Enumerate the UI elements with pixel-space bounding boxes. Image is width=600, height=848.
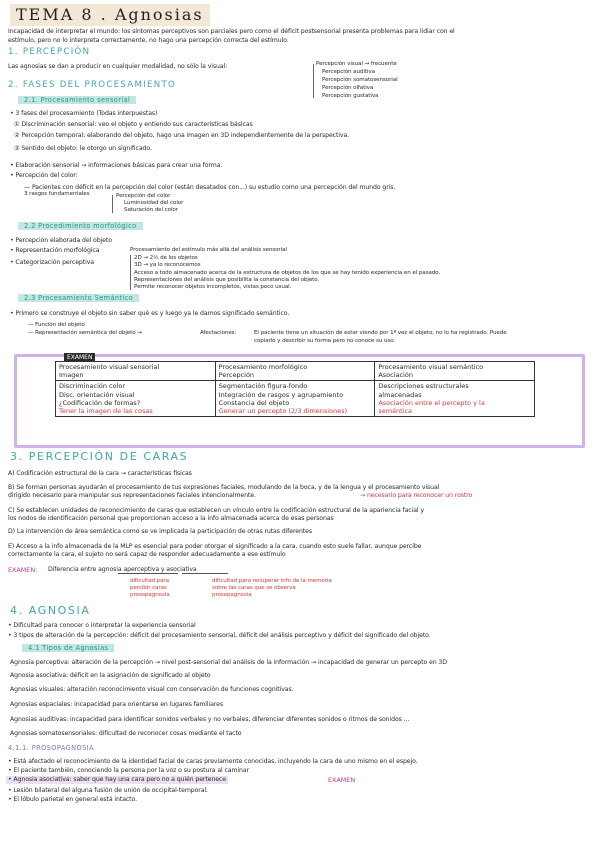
text-line: • Representación morfológica: [10, 247, 100, 254]
note-line: sobre las caras que se observa: [212, 585, 296, 591]
agnosia-type: Agnosia perceptiva: alteración de la percepción → nivel post-sensorial del análisis de la información → incapacidad de generar un percepto en 3D: [10, 659, 447, 666]
perception-type: Percepción auditiva: [322, 69, 375, 75]
intro-line-2: estímulo, pero no lo interpreta correctamente, no hago una percepción correcta del estímulo.: [8, 37, 289, 44]
header-sub: Asociación: [378, 371, 413, 380]
table-header-cell: [375, 362, 535, 381]
text-line: C) Se establecen unidades de reconocimiento de caras que establecen un vínculo entre la codificación estructural de la apariencia facial y: [8, 507, 424, 514]
section-4-heading: 4. AGNOSIA: [10, 604, 91, 617]
text-line: • Percepción del color:: [10, 172, 78, 179]
cell-text: Tener la imagen de las cosas: [59, 407, 153, 416]
perception-type: Percepción visual → frecuente: [316, 61, 397, 67]
text-line: • El lóbulo parietal en general está intacto.: [8, 796, 137, 803]
text-line: • 3 tipos de alteración de la percepción: déficit del procesamiento sensorial, déficit del análisis perceptivo y déficit del significado del objeto.: [8, 632, 431, 639]
color-trait: Percepción del color: [116, 193, 171, 199]
text-line: Afectaciones:: [200, 330, 237, 336]
cell-text: almacenadas: [378, 390, 422, 399]
text-line: B) Se forman personas ayudarán el procesamiento de tus expresiones faciales, modulando de la boca, y de la lengua y el procesamiento visual: [8, 484, 440, 491]
text-line: Diferencia entre agnosia aperceptiva y asociativa: [48, 566, 197, 573]
text-line: — Representación semántica del objeto →: [28, 330, 142, 336]
table-cell: [56, 381, 216, 417]
text-line: dirigido necesario para manipular sus representaciones faciales intencionalmente.: [8, 492, 256, 499]
text-line: ① Discriminación sensorial: veo el objeto y entiendo sus características básicas: [14, 121, 253, 128]
comparison-table: [55, 361, 535, 417]
agnosia-type: Agnosias auditivas: incapacidad para identificar sonidos verbales y no verbales, diferenciar diferentes sonidos o ritmos de sonidos ...: [10, 716, 410, 723]
header-sub: Imagen: [59, 371, 84, 380]
text-line: 2D → 2½ de los objetos: [134, 255, 198, 261]
subsection-4-1-1: 4.1.1. PROSOPAGNOSIA: [8, 744, 94, 752]
intro-line-1: Incapacidad de interpretar el mundo: los síntomas perceptivos son parciales pero como el déficit postsensorial presenta problemas para lidiar con el: [8, 28, 455, 35]
text-line: Permite reconocer objetos incompletos, vistas poco usual.: [134, 284, 292, 290]
table-row: [56, 381, 535, 417]
text-line: 3 rasgos fundamentales: [24, 191, 90, 197]
cell-text: semántica: [378, 407, 413, 416]
cell-text: Integración de rasgos y agrupamiento: [218, 390, 344, 399]
text-line: A) Codificación estructural de la cara → características físicas: [8, 470, 192, 477]
table-header-row: [56, 362, 535, 381]
text-line: • Primero se construye el objeto sin saber qué es y luego ya le damos significado semántico.: [10, 310, 290, 317]
cell-text: Descripciones estructurales: [378, 382, 469, 391]
header-text: Procesamiento morfológico: [218, 363, 308, 371]
text-line: • Percepción elaborada del objeto: [10, 237, 112, 244]
table-header-cell: [215, 362, 375, 381]
exam-tab: EXAMEN: [64, 353, 95, 362]
agnosia-type: Agnosias visuales: alteración reconocimiento visual con conservación de funciones cognitivas.: [10, 686, 294, 693]
text-line: 3D → ya lo reconocemos: [134, 262, 201, 268]
text-line: • Dificultad para conocer o interpretar la experiencia sensorial: [8, 622, 196, 629]
subsection-2-3: 2.3 Procesamiento Semántico: [18, 294, 139, 302]
cell-text: Disc. orientación visual: [59, 390, 135, 399]
text-line: • Lesión bilateral del alguna fusión de unión de occipital-temporal.: [8, 787, 208, 794]
table-cell: [375, 381, 535, 417]
table-cell: [215, 381, 375, 417]
section-1-heading: 1. PERCEPCIÓN: [8, 47, 91, 57]
header-sub: Percepción: [218, 371, 255, 380]
text-line: correctamente la cara, el sujeto no será capaz de responder adecuadamente a ese estímulo: [8, 551, 286, 558]
perception-type: Percepción somatosensorial: [322, 77, 398, 83]
agnosia-type: Agnosias espaciales: incapacidad para orientarse en lugares familiares: [10, 701, 223, 708]
text-line: • Elaboración sensorial → informaciones básicas para crear una forma.: [10, 162, 223, 169]
cell-text: ¿Codificación de formas?: [59, 398, 141, 407]
text-line: • 3 fases del procesamiento (Todas interpuestas): [10, 110, 158, 117]
agnosia-type: Agnosias somatosensoriales: dificultad de reconocer cosas mediante el tacto: [10, 730, 242, 737]
bracket-line: [112, 195, 113, 213]
agnosia-type: Agnosia asociativa: déficit en la asignación de significado al objeto: [10, 672, 211, 679]
text-line: — Pacientes con déficit en la percepción del color (están desatados con...) su estudio como una percepción del mundo gris.: [24, 184, 396, 191]
text-line: — Función del objeto: [28, 322, 85, 328]
exam-label: EXAMEN: [328, 776, 356, 784]
text-line: copiarlo y describir su forma pero no conoce su uso.: [254, 338, 396, 344]
header-text: Procesamiento visual sensorial: [59, 363, 160, 371]
text-line: E) Acceso a la info almacenada de la MLP es esencial para poder otorgar el significado a la cara, cuando esto suele fallar, aunque percibe: [8, 543, 422, 550]
note-line: prosopagnosia: [212, 592, 252, 598]
page-title: TEMA 8 . Agnosias: [10, 4, 210, 26]
perception-type: Percepción olfativa: [322, 85, 374, 91]
text-line: Representaciones del análisis que posibilita la constancia del objeto.: [134, 277, 320, 283]
text-line: los nodos de identificación personal que proporcionan acceso a la info almacenada acerca de esas personas: [8, 515, 334, 522]
note-line: prosopagnosia: [130, 592, 170, 598]
underline: [182, 573, 228, 574]
note-line: percibir caras: [130, 585, 167, 591]
color-trait: Saturación del color: [124, 207, 178, 213]
bracket-line: [130, 255, 131, 290]
cell-text: Discriminación color: [59, 382, 126, 391]
text-line: • Agnosia asociativa: saber que hay una cara pero no a quién pertenece: [8, 776, 226, 783]
subsection-4-1: 4.1 Tipos de Agnosias: [22, 644, 114, 652]
table-header-cell: [56, 362, 216, 381]
underline: [118, 573, 178, 574]
section-3-heading: 3. PERCEPCIÓN DE CARAS: [10, 450, 189, 463]
text-line: → necesario para reconocer un rostro: [360, 492, 473, 499]
text-line: D) La intervención de área semántica como se ve implicada la participación de otras rutas diferentes: [8, 528, 312, 535]
text-line: El paciente tiene un situación de estar viendo por 1ª vez el objeto, no lo ha registrado. Puede: [254, 330, 507, 336]
text-line: Procesamiento del estímulo más allá del análisis sensorial: [130, 247, 287, 253]
text-line: • Categorización perceptiva: [10, 259, 94, 266]
header-text: Procesamiento visual semántico: [378, 363, 484, 371]
text-line: • Está afectado el reconocimiento de la identidad facial de caras previamente conocidas, incluyendo la cara de uno mismo en el espejo.: [8, 758, 418, 765]
note-line: dificultad para recuperar info de la memoria: [212, 578, 332, 584]
text-line: Acceso a todo almacenado acerca de la estructura de objetos de los que se hay tenido experiencia en el pasado.: [134, 270, 441, 276]
cell-text: Generar un percepto (2/3 dimensiones): [218, 407, 348, 416]
color-trait: Luminosidad del color: [124, 200, 184, 206]
subsection-2-2: 2.2 Procedimiento morfológico: [18, 222, 143, 230]
cell-text: Asociación entre el percepto y la: [378, 398, 485, 407]
note-line: dificultad para: [130, 578, 169, 584]
section-2-heading: 2. FASES DEL PROCESAMIENTO: [8, 80, 177, 90]
text-line: ② Percepción temporal: elaborando del objeto, hago una imagen en 3D independientemente de la perspectiva.: [14, 132, 350, 139]
text-line: ③ Sentido del objeto: le otorgo un significado.: [14, 145, 152, 152]
text-line: • El paciente también, conociendo la persona por la voz o su postura al caminar: [8, 767, 249, 774]
bracket-line: [313, 64, 314, 98]
subsection-2-1: 2.1. Procesamiento sensorial: [18, 96, 136, 104]
section-1-line: Las agnosias se dan a producir en cualquier modalidad, no sólo la visual:: [8, 63, 228, 70]
cell-text: Constancia del objeto: [218, 398, 290, 407]
perception-type: Percepción gustativa: [322, 93, 379, 99]
exam-label: EXAMEN:: [8, 566, 38, 574]
cell-text: Segmentación figura-fondo: [218, 382, 308, 391]
